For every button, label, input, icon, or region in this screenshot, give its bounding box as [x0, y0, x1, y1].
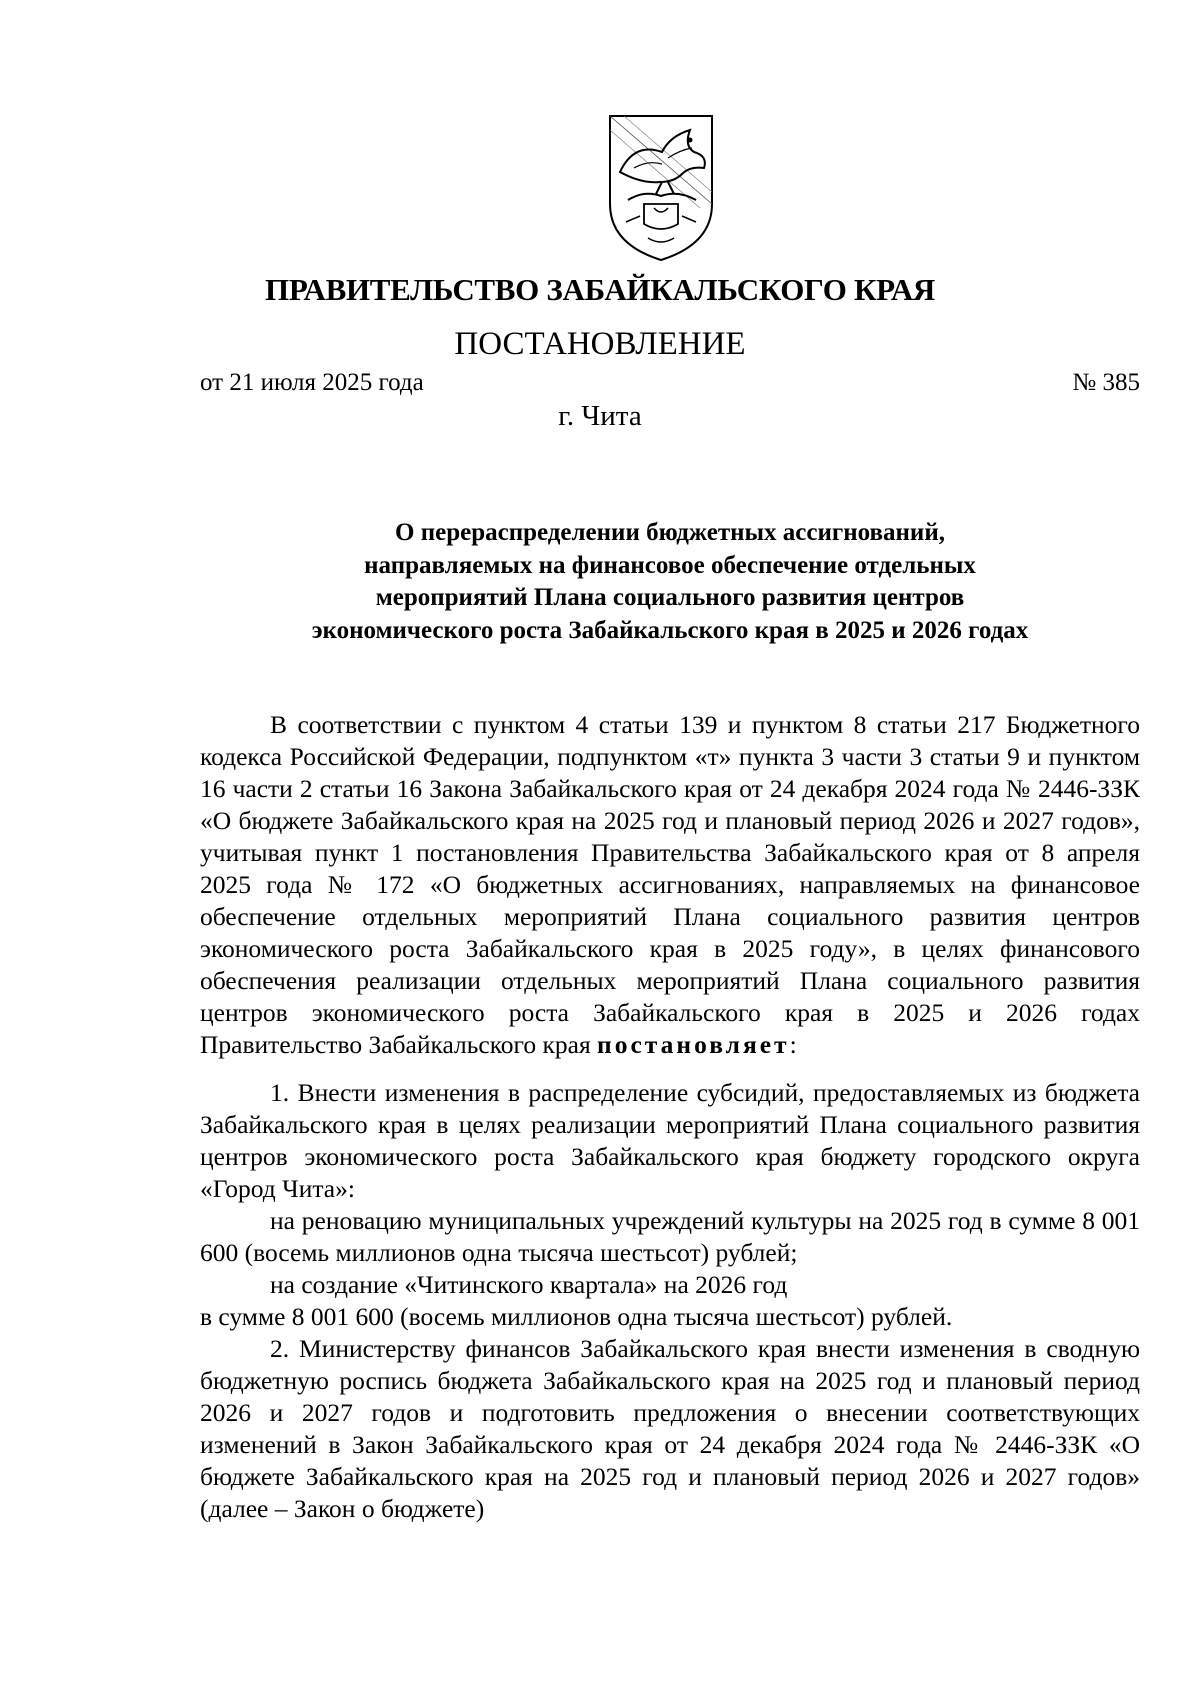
item-1a-paragraph: на реновацию муниципальных учреждений культуры на 2025 год в сумме 8 001 600 (восемь миллионов одна тысяча шестьсот) рублей; — [200, 1206, 1140, 1267]
title-line: экономического роста Забайкальского края в 2025 и 2026 годах — [311, 616, 1029, 644]
document-date: от 21 июля 2025 года — [200, 369, 424, 396]
document-city: г. Чита — [558, 400, 642, 432]
coat-of-arms-emblem — [604, 112, 718, 264]
decree-word: постановляет — [597, 1030, 790, 1059]
document-number: № 385 — [1072, 369, 1140, 396]
item-2-paragraph: 2. Министерству финансов Забайкальского края внести изменения в сводную бюджетную роспись бюджета Забайкальского края на 2025 год и плановый период 2026 и 2027 годов и подготовить предложения о внесении соответствующих изменений в Закон Забайкальского края от 24 декабря 2024 года № 2446-ЗЗК «О бюджете Забайкальского края на 2025 год и плановый период 2026 и 2027 годов» (далее – Закон о бюджете) — [200, 1334, 1140, 1523]
document-body — [200, 709, 1140, 1525]
document-title — [150, 517, 1190, 647]
preamble-text: В соответствии с пунктом 4 статьи 139 и пунктом 8 статьи 217 Бюджетного кодекса Российской Федерации, подпунктом «т» пункта 3 части 3 статьи 9 и пунктом 16 части 2 статьи 16 Закона Забайкальского края от 24 декабря 2024 года № 2446-ЗЗК «О бюджете Забайкальского края на 2025 год и плановый период 2026 и 2027 годов», учитывая пункт 1 постановления Правительства Забайкальского края от 8 апреля 2025 года № 172 «О бюджетных ассигнованиях, направляемых на финансовое обеспечение отдельных мероприятий Плана социального развития центров экономического роста Забайкальского края в 2025 году», в целях финансового обеспечения реализации отдельных мероприятий Плана социального развития центров экономического роста Забайкальского края в 2025 и 2026 годах Правительство Забайкальского края — [200, 710, 1140, 1059]
item-1b-line: на создание «Читинского квартала» на 2026 год — [270, 1270, 788, 1299]
item-1-paragraph: 1. Внести изменения в распределение субсидий, предоставляемых из бюджета Забайкальского края в целях реализации мероприятий Плана социального развития центров экономического роста Забайкальского края бюджету городского округа «Город Чита»: — [200, 1078, 1140, 1203]
title-line: мероприятий Плана социального развития центров — [375, 584, 965, 611]
decree-colon: : — [789, 1030, 797, 1059]
preamble-paragraph — [200, 709, 1140, 1061]
coat-of-arms-icon — [604, 112, 718, 264]
title-line: направляемых на финансовое обеспечение отдельных — [364, 551, 976, 579]
document-type: ПОСТАНОВЛЕНИЕ — [454, 326, 746, 362]
date-number-line — [200, 369, 1140, 397]
title-line: О перераспределении бюджетных ассигнований, — [395, 519, 945, 546]
organization-name: ПРАВИТЕЛЬСТВО ЗАБАЙКАЛЬСКОГО КРАЯ — [265, 272, 935, 307]
item-1b-line: в сумме 8 001 600 (восемь миллионов одна тысяча шестьсот) рублей. — [200, 1302, 953, 1331]
